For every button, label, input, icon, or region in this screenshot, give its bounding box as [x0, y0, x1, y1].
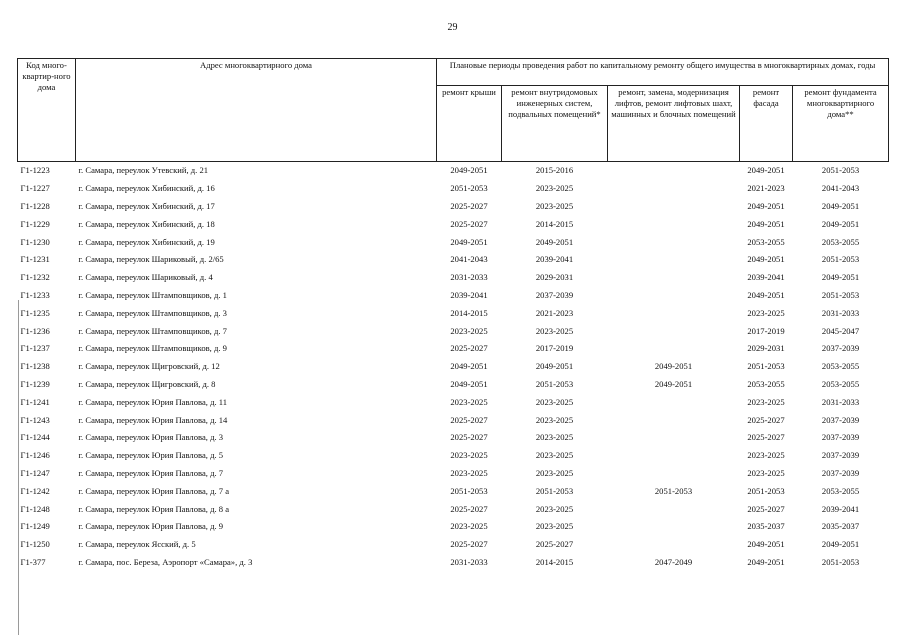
table-row	[18, 180, 889, 198]
row-foundation-period: 2037-2039	[821, 432, 860, 443]
row-address: г. Самара, переулок Юрия Павлова, д. 11	[78, 396, 228, 407]
table-row	[18, 322, 889, 340]
row-elevator-period	[608, 215, 740, 233]
row-elevator-period: 2051-2053	[654, 485, 693, 496]
row-address: г. Самара, переулок Ясский, д. 5	[78, 539, 196, 550]
row-roof-period: 2025-2027	[450, 432, 488, 443]
table-row	[18, 429, 889, 447]
row-facade-period: 2051-2053	[747, 485, 785, 496]
row-roof-period: 2051-2053	[450, 183, 488, 194]
row-foundation-period: 2049-2051	[821, 200, 860, 211]
row-engineering-period: 2023-2025	[535, 521, 574, 532]
row-facade-period: 2049-2051	[747, 254, 785, 265]
row-roof-period: 2023-2025	[450, 450, 488, 461]
row-elevator-period	[608, 340, 740, 358]
row-engineering-period: 2037-2039	[535, 289, 574, 300]
row-elevator-period	[608, 536, 740, 554]
row-elevator-period	[608, 500, 740, 518]
table-row	[18, 340, 889, 358]
row-code: Г1-1223	[20, 165, 50, 176]
row-roof-period: 2023-2025	[450, 521, 488, 532]
header-code: Код много-квартир-ного дома	[18, 59, 76, 162]
header-foundation: ремонт фундамента многоквартирного дома**	[793, 86, 889, 162]
table-row	[18, 393, 889, 411]
table-row	[18, 162, 889, 180]
table-row	[18, 376, 889, 394]
row-roof-period: 2023-2025	[450, 396, 488, 407]
row-foundation-period: 2049-2051	[821, 218, 860, 229]
row-facade-period: 2023-2025	[747, 396, 785, 407]
row-roof-period: 2049-2051	[450, 236, 488, 247]
row-code: Г1-1243	[20, 414, 50, 425]
row-facade-period: 2025-2027	[747, 414, 785, 425]
row-foundation-period: 2031-2033	[821, 307, 860, 318]
row-facade-period: 2049-2051	[747, 539, 785, 550]
row-address: г. Самара, переулок Юрия Павлова, д. 7	[78, 467, 224, 478]
row-code: Г1-1247	[20, 467, 50, 478]
row-roof-period: 2049-2051	[450, 378, 488, 389]
row-engineering-period: 2014-2015	[535, 218, 574, 229]
row-engineering-period: 2023-2025	[535, 325, 574, 336]
table-row	[18, 447, 889, 465]
row-engineering-period: 2023-2025	[535, 200, 574, 211]
row-code: Г1-377	[20, 556, 46, 567]
row-roof-period: 2031-2033	[450, 272, 488, 283]
table-row	[18, 251, 889, 269]
row-facade-period: 2053-2055	[747, 378, 785, 389]
row-engineering-period: 2023-2025	[535, 503, 574, 514]
table-row	[18, 198, 889, 216]
table-row	[18, 358, 889, 376]
header-address: Адрес многоквартирного дома	[76, 59, 437, 162]
row-roof-period: 2041-2043	[450, 254, 488, 265]
row-address: г. Самара, переулок Юрия Павлова, д. 3	[78, 432, 224, 443]
row-elevator-period	[608, 429, 740, 447]
row-code: Г1-1246	[20, 450, 50, 461]
row-facade-period: 2025-2027	[747, 503, 785, 514]
row-address: г. Самара, переулок Хибинский, д. 18	[78, 218, 215, 229]
row-facade-period: 2025-2027	[747, 432, 785, 443]
row-roof-period: 2025-2027	[450, 414, 488, 425]
row-foundation-period: 2045-2047	[821, 325, 860, 336]
row-facade-period: 2023-2025	[747, 450, 785, 461]
row-elevator-period: 2049-2051	[654, 378, 693, 389]
row-roof-period: 2025-2027	[450, 343, 488, 354]
row-code: Г1-1238	[20, 361, 50, 372]
row-code: Г1-1237	[20, 343, 50, 354]
row-address: г. Самара, переулок Юрия Павлова, д. 14	[78, 414, 228, 425]
row-engineering-period: 2039-2041	[535, 254, 574, 265]
row-engineering-period: 2023-2025	[535, 396, 574, 407]
row-address: г. Самара, переулок Хибинский, д. 17	[78, 200, 215, 211]
row-address: г. Самара, переулок Штамповщиков, д. 7	[78, 325, 227, 336]
row-address: г. Самара, переулок Юрия Павлова, д. 8 а	[78, 503, 230, 514]
row-code: Г1-1232	[20, 272, 50, 283]
row-foundation-period: 2039-2041	[821, 503, 860, 514]
row-engineering-period: 2023-2025	[535, 467, 574, 478]
row-foundation-period: 2037-2039	[821, 450, 860, 461]
row-code: Г1-1244	[20, 432, 50, 443]
row-engineering-period: 2049-2051	[535, 361, 574, 372]
row-facade-period: 2023-2025	[747, 467, 785, 478]
row-elevator-period	[608, 393, 740, 411]
row-code: Г1-1229	[20, 218, 50, 229]
row-engineering-period: 2017-2019	[535, 343, 574, 354]
row-elevator-period	[608, 180, 740, 198]
row-facade-period: 2029-2031	[747, 343, 785, 354]
table-row	[18, 287, 889, 305]
row-elevator-period	[608, 411, 740, 429]
row-foundation-period: 2053-2055	[821, 361, 860, 372]
row-foundation-period: 2053-2055	[821, 485, 860, 496]
row-foundation-period: 2031-2033	[821, 396, 860, 407]
row-facade-period: 2035-2037	[747, 521, 785, 532]
row-address: г. Самара, переулок Утевский, д. 21	[78, 165, 209, 176]
row-facade-period: 2049-2051	[747, 218, 785, 229]
table-row	[18, 215, 889, 233]
row-engineering-period: 2049-2051	[535, 236, 574, 247]
row-elevator-period	[608, 518, 740, 536]
row-foundation-period: 2051-2053	[821, 556, 860, 567]
row-engineering-period: 2025-2027	[535, 539, 574, 550]
row-elevator-period	[608, 322, 740, 340]
table-row	[18, 465, 889, 483]
row-elevator-period: 2047-2049	[654, 556, 693, 567]
row-foundation-period: 2035-2037	[821, 521, 860, 532]
row-facade-period: 2049-2051	[747, 556, 785, 567]
row-roof-period: 2014-2015	[450, 307, 488, 318]
row-code: Г1-1239	[20, 378, 50, 389]
row-foundation-period: 2041-2043	[821, 183, 860, 194]
row-roof-period: 2023-2025	[450, 467, 488, 478]
header-elevators: ремонт, замена, модернизация лифтов, ремонт лифтовых шахт, машинных и блочных помещений	[608, 86, 740, 162]
row-foundation-period: 2037-2039	[821, 343, 860, 354]
row-facade-period: 2017-2019	[747, 325, 785, 336]
table-row	[18, 269, 889, 287]
row-address: г. Самара, переулок Щигровский, д. 12	[78, 361, 220, 372]
row-code: Г1-1249	[20, 521, 50, 532]
row-address: г. Самара, переулок Штамповщиков, д. 1	[78, 289, 227, 300]
row-facade-period: 2053-2055	[747, 236, 785, 247]
row-foundation-period: 2051-2053	[821, 254, 860, 265]
row-engineering-period: 2014-2015	[535, 556, 574, 567]
capital-repair-table	[17, 58, 889, 571]
row-code: Г1-1228	[20, 200, 50, 211]
row-code: Г1-1242	[20, 485, 50, 496]
header-engineering: ремонт внутридомовых инженерных систем, подвальных помещений*	[502, 86, 608, 162]
page-number: 29	[447, 22, 458, 33]
row-address: г. Самара, переулок Штамповщиков, д. 9	[78, 343, 227, 354]
row-foundation-period: 2037-2039	[821, 414, 860, 425]
row-code: Г1-1250	[20, 539, 50, 550]
row-roof-period: 2023-2025	[450, 325, 488, 336]
table-row	[18, 411, 889, 429]
row-elevator-period	[608, 198, 740, 216]
row-address: г. Самара, переулок Щигровский, д. 8	[78, 378, 216, 389]
row-address: г. Самара, переулок Штамповщиков, д. 3	[78, 307, 227, 318]
row-roof-period: 2025-2027	[450, 218, 488, 229]
row-code: Г1-1230	[20, 236, 50, 247]
row-code: Г1-1235	[20, 307, 50, 318]
row-address: г. Самара, переулок Юрия Павлова, д. 9	[78, 521, 224, 532]
row-roof-period: 2049-2051	[450, 165, 488, 176]
row-address: г. Самара, переулок Шариковый, д. 2/65	[78, 254, 224, 265]
row-code: Г1-1248	[20, 503, 50, 514]
table-row	[18, 233, 889, 251]
row-elevator-period	[608, 304, 740, 322]
row-address: г. Самара, пос. Береза, Аэропорт «Самара», д. 3	[78, 556, 253, 567]
row-engineering-period: 2023-2025	[535, 414, 574, 425]
table-row	[18, 482, 889, 500]
table-row	[18, 518, 889, 536]
table-row	[18, 304, 889, 322]
row-foundation-period: 2049-2051	[821, 539, 860, 550]
row-foundation-period: 2053-2055	[821, 378, 860, 389]
row-elevator-period	[608, 233, 740, 251]
table-row	[18, 500, 889, 518]
row-facade-period: 2039-2041	[747, 272, 785, 283]
row-engineering-period: 2015-2016	[535, 165, 574, 176]
row-roof-period: 2049-2051	[450, 361, 488, 372]
row-foundation-period: 2051-2053	[821, 289, 860, 300]
row-code: Г1-1233	[20, 289, 50, 300]
row-address: г. Самара, переулок Хибинский, д. 19	[78, 236, 215, 247]
row-elevator-period	[608, 269, 740, 287]
header-roof: ремонт крыши	[437, 86, 502, 162]
row-code: Г1-1236	[20, 325, 50, 336]
row-engineering-period: 2023-2025	[535, 450, 574, 461]
row-code: Г1-1241	[20, 396, 50, 407]
row-foundation-period: 2049-2051	[821, 272, 860, 283]
row-roof-period: 2025-2027	[450, 539, 488, 550]
header-facade: ремонт фасада	[740, 86, 793, 162]
row-elevator-period	[608, 251, 740, 269]
row-engineering-period: 2023-2025	[535, 432, 574, 443]
row-elevator-period	[608, 162, 740, 180]
row-roof-period: 2025-2027	[450, 503, 488, 514]
row-facade-period: 2049-2051	[747, 200, 785, 211]
row-foundation-period: 2051-2053	[821, 165, 860, 176]
row-address: г. Самара, переулок Юрия Павлова, д. 7 а	[78, 485, 230, 496]
row-facade-period: 2051-2053	[747, 361, 785, 372]
row-foundation-period: 2037-2039	[821, 467, 860, 478]
row-code: Г1-1231	[20, 254, 50, 265]
table-row	[18, 536, 889, 554]
row-code: Г1-1227	[20, 183, 50, 194]
row-engineering-period: 2029-2031	[535, 272, 574, 283]
row-elevator-period: 2049-2051	[654, 361, 693, 372]
row-engineering-period: 2023-2025	[535, 183, 574, 194]
row-roof-period: 2051-2053	[450, 485, 488, 496]
row-facade-period: 2049-2051	[747, 165, 785, 176]
row-address: г. Самара, переулок Юрия Павлова, д. 5	[78, 450, 224, 461]
row-elevator-period	[608, 287, 740, 305]
row-engineering-period: 2051-2053	[535, 378, 574, 389]
row-foundation-period: 2053-2055	[821, 236, 860, 247]
row-roof-period: 2025-2027	[450, 200, 488, 211]
row-address: г. Самара, переулок Шариковый, д. 4	[78, 272, 213, 283]
header-periods: Плановые периоды проведения работ по капитальному ремонту общего имущества в многоквартирных домах, годы	[437, 59, 889, 86]
row-elevator-period	[608, 447, 740, 465]
row-facade-period: 2023-2025	[747, 307, 785, 318]
row-engineering-period: 2051-2053	[535, 485, 574, 496]
row-roof-period: 2031-2033	[450, 556, 488, 567]
row-facade-period: 2049-2051	[747, 289, 785, 300]
row-roof-period: 2039-2041	[450, 289, 488, 300]
row-engineering-period: 2021-2023	[535, 307, 574, 318]
row-elevator-period	[608, 465, 740, 483]
row-facade-period: 2021-2023	[747, 183, 785, 194]
row-address: г. Самара, переулок Хибинский, д. 16	[78, 183, 215, 194]
table-row	[18, 554, 889, 572]
